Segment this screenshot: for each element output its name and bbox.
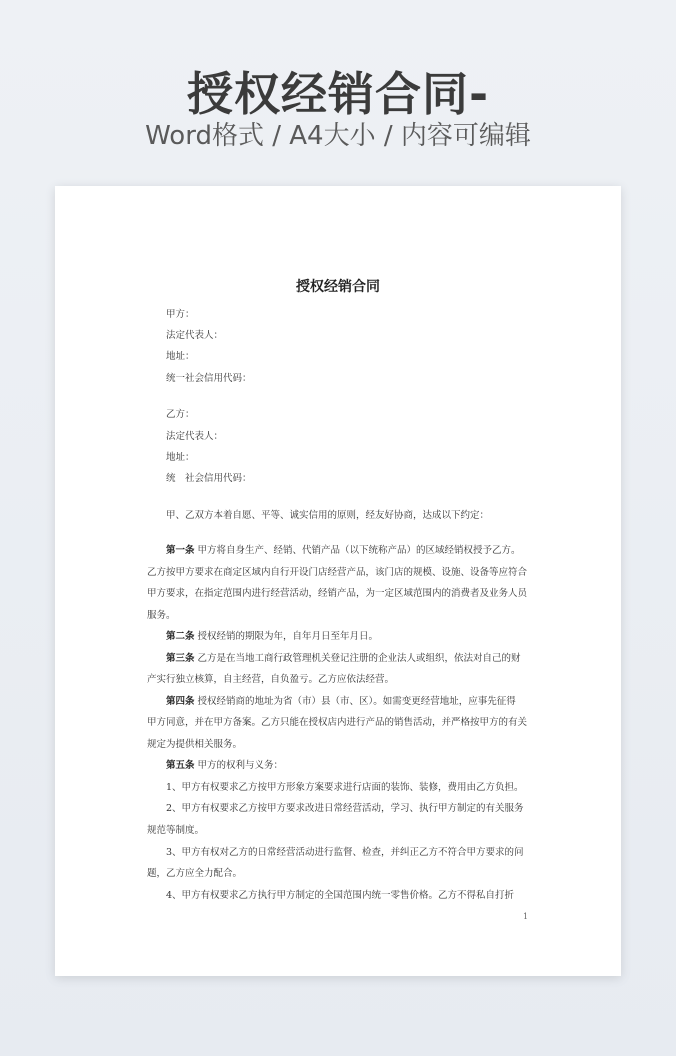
article-5-number: 第五条 bbox=[166, 760, 195, 771]
article-4-number: 第四条 bbox=[166, 696, 195, 707]
intro-paragraph: 甲、乙双方本着自愿、平等、诚实信用的原则，经友好协商，达成以下约定： bbox=[166, 510, 490, 521]
article-2-number: 第二条 bbox=[166, 631, 195, 642]
article-2-text: 授权经销的期限为年，自年月日至年月日。 bbox=[197, 631, 379, 642]
article-5-item-2-line-1: 2、甲方有权要求乙方按甲方要求改进日常经营活动，学习、执行甲方制定的有关服务 bbox=[166, 803, 524, 814]
article-5-item-3-line-2: 题，乙方应全力配合。 bbox=[147, 868, 243, 879]
party-b-credit-code-label: 统 社会信用代码： bbox=[166, 473, 252, 484]
article-4-line-1: 授权经销商的地址为省（市）县（市、区）。如需变更经营地址，应事先征得 bbox=[197, 696, 516, 707]
party-a-name-label: 甲方： bbox=[166, 309, 195, 320]
article-5-item-1: 1、甲方有权要求乙方按甲方形象方案要求进行店面的装饰、装修，费用由乙方负担。 bbox=[166, 782, 524, 793]
party-b-address-label: 地址： bbox=[166, 452, 195, 463]
article-3-line-1: 乙方是在当地工商行政管理机关登记注册的企业法人或组织，依法对自己的财 bbox=[197, 653, 521, 664]
article-2 bbox=[166, 630, 533, 643]
article-3-line-2: 产实行独立核算，自主经营，自负盈亏。乙方应依法经营。 bbox=[147, 674, 395, 685]
article-5-text: 甲方的权利与义务： bbox=[197, 760, 284, 771]
article-5-item-4-line-1: 4、甲方有权要求乙方执行甲方制定的全国范围内统一零售价格。乙方不得私自打折 bbox=[166, 890, 515, 901]
party-a-address-label: 地址： bbox=[166, 351, 195, 362]
article-4-line-2: 甲方同意，并在甲方备案。乙方只能在授权店内进行产品的销售活动，并严格按甲方的有关 bbox=[147, 717, 528, 728]
article-1-number: 第一条 bbox=[166, 545, 195, 556]
article-1 bbox=[166, 544, 533, 557]
article-5-item-3-line-1: 3、甲方有权对乙方的日常经营活动进行监督、检查，并纠正乙方不符合甲方要求的问 bbox=[166, 847, 524, 858]
article-3 bbox=[166, 652, 533, 665]
party-b-rep-label: 法定代表人： bbox=[166, 431, 224, 442]
article-3-number: 第三条 bbox=[166, 653, 195, 664]
article-1-line-1: 甲方将自身生产、经销、代销产品（以下统称产品）的区域经销权授予乙方。 bbox=[197, 545, 521, 556]
document-body bbox=[55, 186, 621, 976]
article-1-line-2: 乙方按甲方要求在商定区域内自行开设门店经营产品，该门店的规模、设施、设备等应符合 bbox=[147, 567, 528, 578]
hero-subtitle: Word格式 / A4大小 / 内容可编辑 bbox=[145, 121, 531, 151]
party-b-name-label: 乙方： bbox=[166, 409, 195, 420]
article-5-item-2-line-2: 规范等制度。 bbox=[147, 825, 205, 836]
page-number: 1 bbox=[523, 912, 529, 921]
hero-title: 授权经销合同- bbox=[186, 67, 490, 121]
article-1-line-3: 甲方要求，在指定范围内进行经营活动，经销产品，为一定区域范围内的消费者及业务人员 bbox=[147, 588, 528, 599]
document-title: 授权经销合同 bbox=[296, 279, 380, 295]
document-page bbox=[55, 186, 621, 976]
article-4 bbox=[166, 695, 533, 708]
article-4-line-3: 规定为提供相关服务。 bbox=[147, 739, 243, 750]
party-a-rep-label: 法定代表人： bbox=[166, 330, 224, 341]
article-5 bbox=[166, 759, 533, 772]
article-1-line-4: 服务。 bbox=[147, 610, 176, 621]
party-a-credit-code-label: 统一社会信用代码： bbox=[166, 373, 252, 384]
